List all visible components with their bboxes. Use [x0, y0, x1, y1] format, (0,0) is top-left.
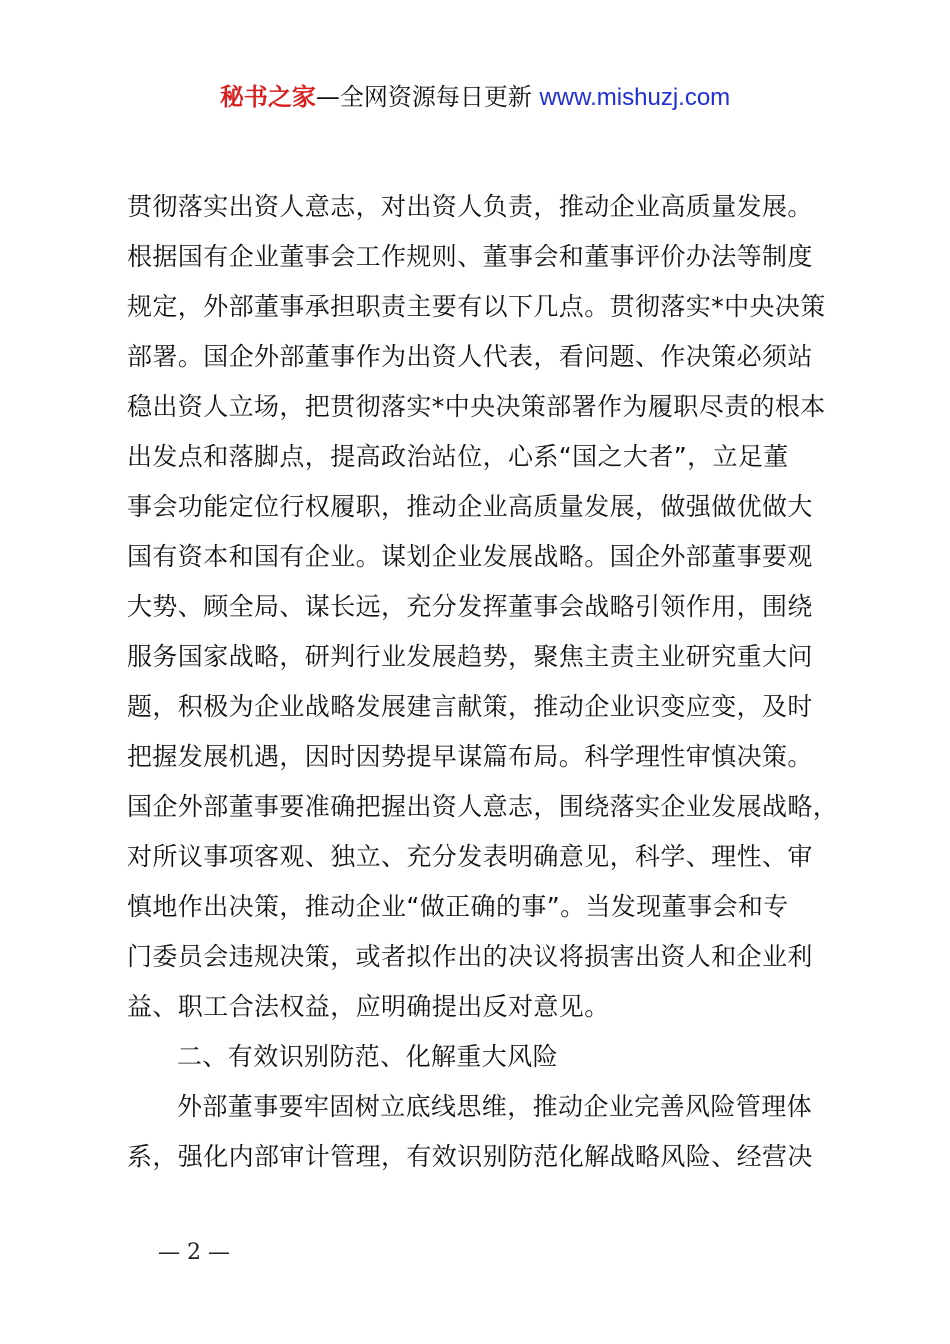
brand-name: 秘书之家: [219, 83, 316, 111]
body-line: 慎地作出决策，推动企业“做正确的事”。当发现董事会和专: [127, 892, 789, 921]
section-line: 系，强化内部审计管理，有效识别防范化解战略风险、经营决: [127, 1142, 813, 1171]
body-line: 根据国有企业董事会工作规则、董事会和董事评价办法等制度: [127, 242, 813, 271]
body-line: 大势、顾全局、谋长远，充分发挥董事会战略引领作用，围绕: [127, 592, 813, 621]
body-line: 稳出资人立场，把贯彻落实*中央决策部署作为履职尽责的根本: [127, 392, 826, 421]
section-heading: 二、有效识别防范、化解重大风险: [177, 1042, 559, 1071]
page-number: — 2 —: [158, 1240, 230, 1265]
body-line: 对所议事项客观、独立、充分发表明确意见，科学、理性、审: [127, 842, 813, 871]
body-line: 服务国家战略，研判行业发展趋势，聚焦主责主业研究重大问: [127, 642, 813, 671]
site-header: [0, 80, 950, 115]
body-line: 国有资本和国有企业。谋划企业发展战略。国企外部董事要观: [127, 542, 813, 571]
body-line: 部署。国企外部董事作为出资人代表，看问题、作决策必须站: [127, 342, 813, 371]
header-tagline: —全网资源每日更新: [315, 83, 532, 111]
body-line: 题，积极为企业战略发展建言献策，推动企业识变应变，及时: [127, 692, 813, 721]
body-line: 事会功能定位行权履职，推动企业高质量发展，做强做优做大: [127, 492, 813, 521]
body-line: 国企外部董事要准确把握出资人意志，围绕落实企业发展战略，: [127, 792, 839, 821]
body-line: 门委员会违规决策，或者拟作出的决议将损害出资人和企业利: [127, 942, 813, 971]
section-line: 外部董事要牢固树立底线思维，推动企业完善风险管理体: [177, 1092, 813, 1121]
body-line: 益、职工合法权益，应明确提出反对意见。: [127, 992, 610, 1021]
site-url-link[interactable]: www.mishuzj.com: [539, 84, 731, 111]
body-line: 把握发展机遇，因时因势提早谋篇布局。科学理性审慎决策。: [127, 742, 813, 771]
body-line: 规定，外部董事承担职责主要有以下几点。贯彻落实*中央决策: [127, 292, 826, 321]
body-line: 贯彻落实出资人意志，对出资人负责，推动企业高质量发展。: [127, 192, 813, 221]
document-body: [127, 182, 837, 1182]
body-line: 出发点和落脚点，提高政治站位，心系“国之大者”，立足董: [127, 442, 789, 471]
